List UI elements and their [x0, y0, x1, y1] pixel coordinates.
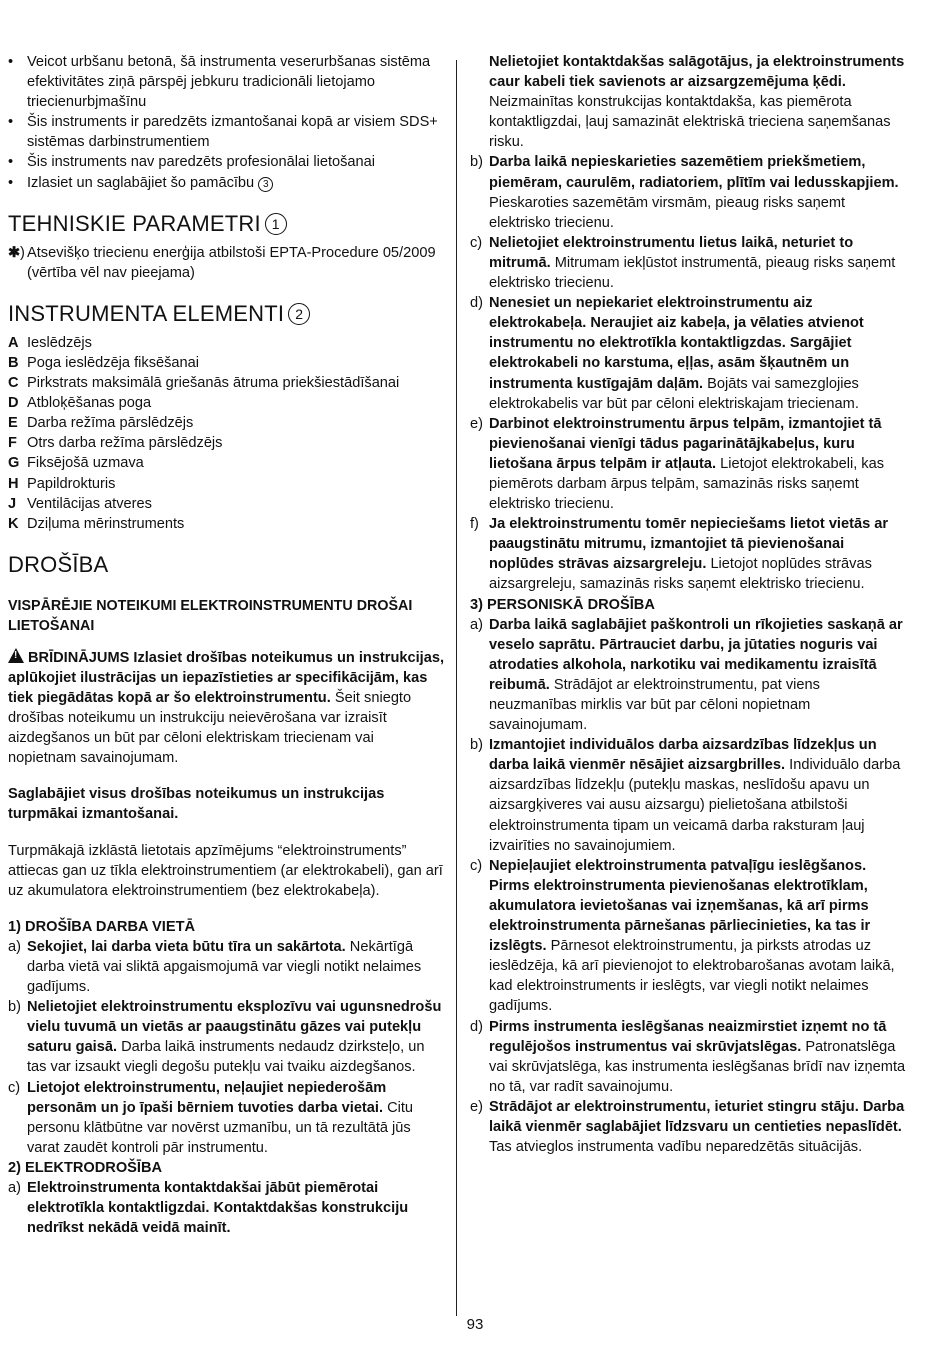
term-definition: Turpmākajā izklāstā lietotais apzīmējums “elektroinstruments” attiecas gan uz tīkla elektroinstrumentiem (ar elektrokabeli), gan arī uz akumulatora elektroinstrumentiem (bez elektrokabeļa). [8, 842, 443, 899]
warning-paragraph: ! BRĪDINĀJUMS Izlasiet drošības noteikumus un instrukcijas, aplūkojiet ilustrācijas un iepazīstieties ar specifikācijām, kas tiek piegādātas kopā ar šo elektroinstrumentu. Šeit sniegto drošības noteikumu un instrukciju neievērošana var izraisīt aizdegšanos un būt par cēloni elektriskam triecienam vai nopietnam savainojumam. [8, 649, 445, 767]
element-item: G Fiksējošā uzmava [8, 455, 144, 472]
tech-note: ✱ ) Atsevišķo triecienu enerģija atbilstoši EPTA-Procedure 05/2009 (vērtība vēl nav pieejama) [8, 244, 436, 281]
section3-item: d) Pirms instrumenta ieslēgšanas neaizmirstiet izņemt no tā regulējošos instrumentus vai skrūvjatslēgas. Patronatslēga vai skrūvjatslēga, kas instrumenta ieslēgšanas brīdī nav izņemta no tā, var radīt savainojumu. [470, 1018, 906, 1095]
figure-ref-1: 1 [265, 213, 287, 235]
intro-bullet: • Izlasiet un saglabājiet šo pamācību 3 [8, 173, 446, 193]
left-column [8, 52, 446, 1238]
section3-item: e) Strādājot ar elektroinstrumentu, ieturiet stingru stāju. Darba laikā vienmēr saglabājiet līdzsvaru un centieties nepaslīdēt. Tas atvieglos instrumenta vadību neparedzētās situācijās. [470, 1098, 905, 1156]
intro-bullet: • Veicot urbšanu betonā, šā instrumenta veserurbšanas sistēma efektivitātes ziņā pārspēj jebkuru tradicionāli lietojamo triecienurbjmašīnu [8, 52, 446, 112]
element-item: C Pirkstrats maksimālā griešanās ātruma priekšiestādīšanai [8, 375, 400, 392]
safety-heading: DROŠĪBA [8, 551, 109, 577]
general-rules-heading: VISPĀRĒJIE NOTEIKUMI ELEKTROINSTRUMENTU DROŠAI LIETOŠANAI [8, 597, 413, 634]
page-number: 93 [466, 1316, 484, 1333]
section2-item: f) Ja elektroinstrumentu tomēr nepieciešams lietot vietās ar paaugstinātu mitrumu, izmantojiet tā pievienošanai noplūdes strāvas aizsargreleju. Lietojot noplūdes strāvas aizsargreleju, samazinās risks saņemt elektrisko triecienu. [470, 516, 889, 593]
section2-item: b) Darba laikā nepieskarieties sazemētiem priekšmetiem, piemēram, caurulēm, radiatoriem, plītīm vai ledusskapjiem. Pieskaroties sazemētām virsmām, pieaug risks saņemt elektrisko triecienu. [470, 154, 899, 231]
warning-icon: ! [8, 648, 24, 663]
element-item: H Papildrokturis [8, 475, 116, 492]
section1-item: c) Lietojot elektroinstrumentu, neļaujiet nepiederošām personām un jo īpaši bērniem tuvoties darba vietai. Citu personu klātbūtne var novērst uzmanību, un tā rezultātā jūs varat zaudēt kontroli pār instrumentu. [8, 1079, 414, 1156]
element-item: D Atbloķēšanas poga [8, 395, 152, 412]
intro-bullet: • Šis instruments ir paredzēts izmantošanai kopā ar visiem SDS+ sistēmas darbinstrumentiem [8, 112, 446, 152]
elements-heading: INSTRUMENTA ELEMENTI 2 [8, 301, 446, 327]
section1-item: a) Sekojiet, lai darba vieta būtu tīra un sakārtota. Nekārtīgā darba vietā vai sliktā apgaismojumā var viegli notikt nelaimes gadījums. [8, 938, 422, 996]
element-item: J Ventilācijas atveres [8, 495, 152, 512]
tech-params-heading: TEHNISKIE PARAMETRI 1 [8, 211, 446, 237]
section2-item-continued: Nelietojiet kontaktdakšas salāgotājus, ja elektroinstruments caur kabeli tiek savienots ar aizsargzemējuma ķēdi. Neizmainītas konstrukcijas kontaktdakša, kas piemērota kontaktligzdai, ļauj samazināt elektriskā trieciena saņemšanas risku. [489, 54, 905, 151]
column-divider [456, 60, 457, 1316]
section1-heading: 1) DROŠĪBA DARBA VIETĀ [8, 918, 196, 935]
element-item: A Ieslēdzējs [8, 334, 92, 351]
asterisk-icon: ✱ [8, 244, 21, 261]
element-item: K Dziļuma mērinstruments [8, 515, 185, 532]
section3-item: a) Darba laikā saglabājiet paškontroli un rīkojieties saskaņā ar veselo saprātu. Pārtrauciet darbu, ja jūtaties noguris vai atrodaties alkohola, narkotiku vai medikamentu izraisītā reibumā. Strādājot ar elektroinstrumentu, pat viens neuzmanības mirklis var būt par cēloni nopietnam savainojumam. [470, 616, 903, 734]
elements-list [8, 333, 446, 534]
element-item: E Darba režīma pārslēdzējs [8, 415, 194, 432]
intro-bullet-list [8, 52, 446, 193]
right-column [470, 52, 908, 1157]
section3-item: b) Izmantojiet individuālos darba aizsardzības līdzekļus un darba laikā vienmēr nēsājiet aizsargbrilles. Individuālo darba aizsardzības līdzekļu (putekļu maskas, neslīdošu apavu un aizsargķiveres vai ausu aizsargu) pielietošana atbilstoši elektroinstrumenta tipam un veicamā darba raksturam ļauj izvairīties no savainojumiem. [470, 737, 901, 854]
figure-ref-2: 2 [288, 303, 310, 325]
section2-item: d) Nenesiet un nepiekariet elektroinstrumentu aiz elektrokabeļa. Neraujiet aiz kabeļa, ja vēlaties atvienot instrumentu no elektrotīkla kontaktligzdas. Sargājiet elektrokabeli no karstuma, eļļas, asām šķautnēm un instrumenta kustīgajām daļām. Bojāts vai samezglojies elektrokabelis var būt par cēloni elektriskajam triecienam. [470, 295, 864, 412]
section2-item: a) Elektroinstrumenta kontaktdakšai jābūt piemērotai elektrotīkla kontaktligzdai. Kontaktdakšas konstrukciju nedrīkst nekādā veidā mainīt. [8, 1180, 409, 1237]
element-item: F Otrs darba režīma pārslēdzējs [8, 435, 223, 452]
figure-ref-3: 3 [258, 177, 273, 192]
section1-item: b) Nelietojiet elektroinstrumentu eksplozīvu vai ugunsnedrošu vielu tuvumā un vietās ar paaugstinātu gāzes vai putekļu saturu gaisā. Darba laikā instruments nedaudz dzirksteļo, un tas var izsaukt viegli degošu putekļu vai tvaiku aizdegšanos. [8, 999, 442, 1076]
keep-instructions: Saglabājiet visus drošības noteikumus un instrukcijas turpmākai izmantošanai. [8, 786, 385, 823]
section3-heading: 3) PERSONISKĀ DROŠĪBA [470, 596, 655, 613]
element-item: B Poga ieslēdzēja fiksēšanai [8, 354, 199, 371]
intro-bullet: • Šis instruments nav paredzēts profesionālai lietošanai [8, 152, 446, 172]
section2-item: c) Nelietojiet elektroinstrumentu lietus laikā, neturiet to mitrumā. Mitrumam iekļūstot instrumentā, pieaug risks saņemt elektrisko triecienu. [470, 234, 896, 292]
section2-heading: 2) ELEKTRODROŠĪBA [8, 1159, 163, 1176]
section3-item: c) Nepieļaujiet elektroinstrumenta patvaļīgu ieslēgšanos. Pirms elektroinstrumenta pievienošanas elektrotīklam, akumulatora ievietošanas vai izņemšanas, kā arī pirms elektroinstrumenta pārnešanas pārliecinieties, ka tas ir izslēgts. Pārnesot elektroinstrumentu, ja pirksts atrodas uz ieslēdzēja, kā arī pievienojot to elektrobarošanas avotam laikā, kad elektroinstruments ir ieslēgts, var viegli notikt nelaimes gadījums. [470, 857, 895, 1015]
section2-item: e) Darbinot elektroinstrumentu ārpus telpām, izmantojiet tā pievienošanai vienīgi tādus pagarinātājkabeļus, kuru lietošana ārpus telpām ir atļauta. Lietojot elektrokabeli, kas piemērots darbam ārpus telpām, samazinās risks saņemt elektrisko triecienu. [470, 415, 885, 513]
